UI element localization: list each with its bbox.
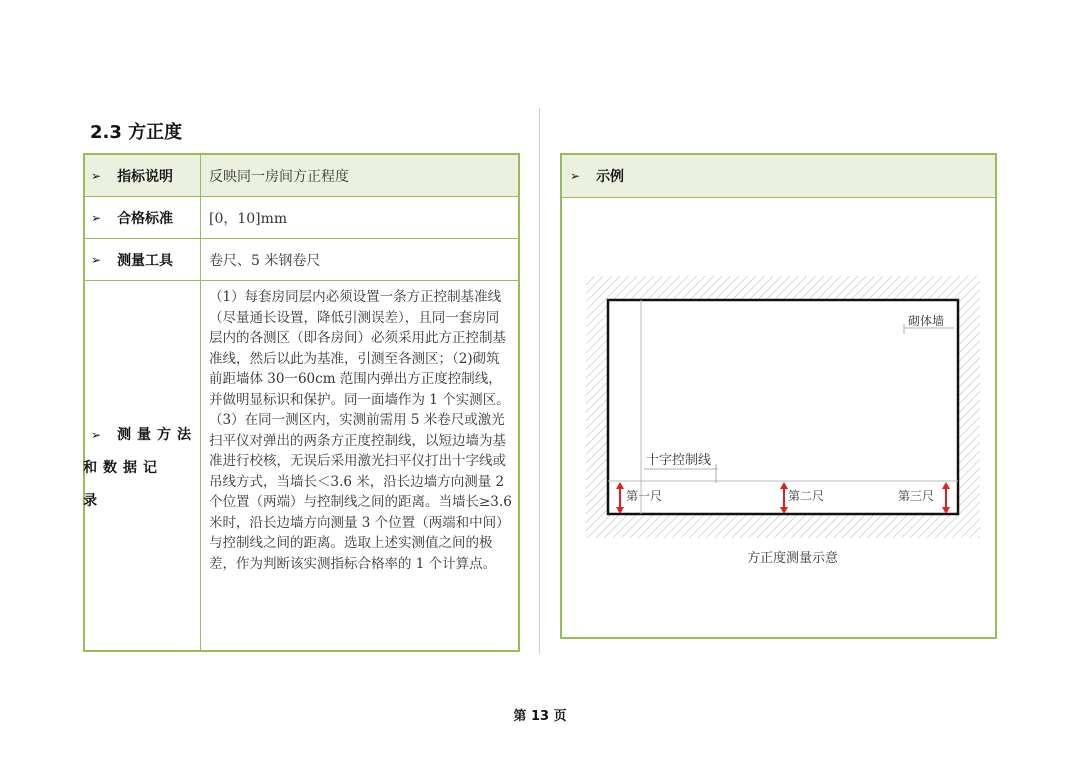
method-label: 测量方法 和数据记 录 (83, 427, 198, 509)
table-row-tools (85, 239, 518, 281)
table-row-method (85, 281, 518, 650)
ruler-label-2: 第二尺 (788, 489, 825, 503)
row-value: 卷尺、5 米钢卷尺 (209, 252, 321, 269)
room-outline (608, 300, 958, 514)
ruler-label-3: 第三尺 (898, 489, 935, 503)
squareness-diagram (586, 276, 980, 538)
table-row-description (85, 155, 518, 197)
row-label: 合格标准 (117, 210, 174, 227)
row-value: 反映同一房间方正程度 (209, 168, 349, 185)
row-label: 测量工具 (117, 252, 174, 269)
wall-label: 砌体墙 (908, 314, 945, 328)
indicator-table (83, 153, 520, 652)
arrow-bullet-icon: ➢ (91, 252, 102, 267)
diagram-caption: 方正度测量示意 (746, 551, 838, 566)
method-text: （1）每套房同层内必须设置一条方正控制基准线（尽量通长设置，降低引测误差），且同一套房同层内的各测区（即各房间）必须采用此方正控制基准线，然后以此为基准，引测至各测区；（2)砌筑前距墙体 30一60cm 范围内弹出方正度控制线，并做明显标识和保护。同一面墙作为 1 个实测区。（3）在同一测区内，实测前需用 5 米卷尺或激光扫平仪对弹出的两条方正度控制线，以短边墙为基准进行校核，无误后采用激光扫平仪打出十字线或吊线方式，当墙长＜3.6 米，沿长边墙方向测量 2 个位置（两端）与控制线之间的距离。当墙长≥3.6 米时，沿长边墙方向测量 3 个位置（两端和中间）与控制线之间的距离。选取上述实测值之间的极差，作为判断该实测指标合格率的 1 个计算点。 (209, 289, 512, 572)
column-divider (539, 108, 540, 654)
ruler-label-1: 第一尺 (626, 489, 663, 503)
arrow-bullet-icon: ➢ (570, 169, 581, 183)
arrow-bullet-icon: ➢ (91, 168, 102, 183)
section-title: 2.3 方正度 (90, 122, 183, 143)
arrow-bullet-icon: ➢ (91, 428, 102, 442)
cross-label: 十字控制线 (646, 453, 712, 468)
row-value: [0，10]mm (209, 210, 288, 227)
page-number: 第 13 页 (513, 709, 567, 724)
table-row-standard (85, 197, 518, 239)
example-header: ➢ 示例 (562, 155, 995, 198)
row-label: 指标说明 (117, 168, 174, 185)
arrow-bullet-icon: ➢ (91, 210, 102, 225)
